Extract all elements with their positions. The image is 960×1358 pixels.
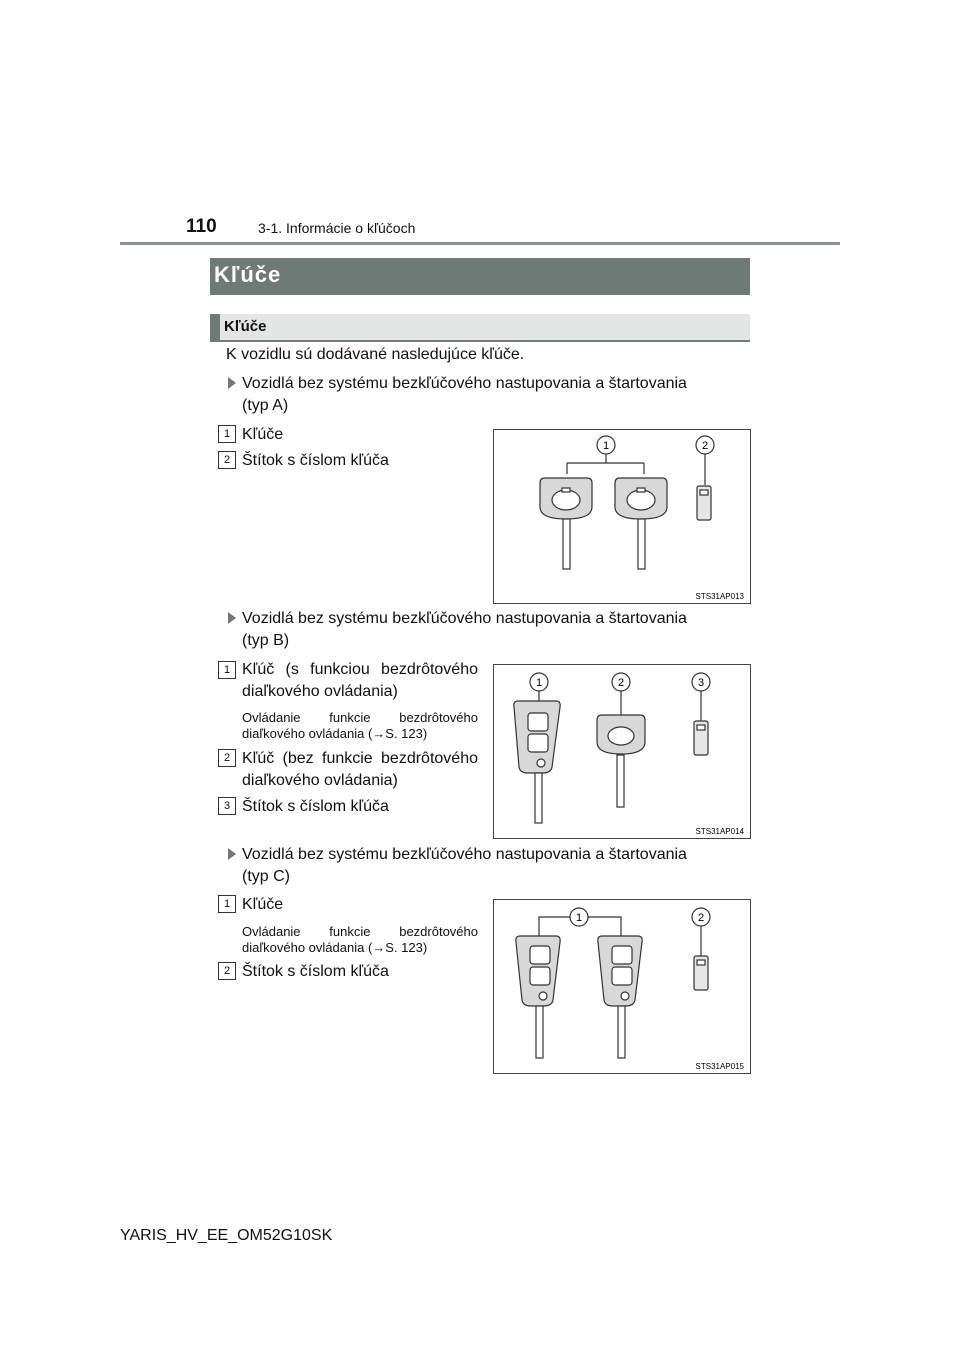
item-number: 3 <box>218 797 236 815</box>
bullet-type-a: Vozidlá bez systému bezkľúčového nastupovania a štartovania (typ A) <box>228 373 687 417</box>
callout-number: 2 <box>701 440 709 452</box>
item-number: 1 <box>218 895 236 913</box>
item-number: 1 <box>218 661 236 679</box>
item-note: Ovládanie funkcie bezdrôtového diaľkového ovládania (→S. 123) <box>242 710 478 741</box>
callout-number: 1 <box>535 677 543 689</box>
subsection-title-bar <box>210 314 750 342</box>
breadcrumb: 3-1. Informácie o kľúčoch <box>258 220 416 236</box>
figure-keys-type-a <box>493 429 751 604</box>
subsection-title: Kľúče <box>224 318 267 335</box>
figure-keys-type-c <box>493 899 751 1074</box>
item-number: 1 <box>218 425 236 443</box>
item-label: Kľúč (s funkciou bezdrôtového diaľkového ovládania) <box>242 661 478 700</box>
triangle-bullet-icon <box>228 612 236 624</box>
item-label: Štítok s číslom kľúča <box>242 798 389 815</box>
figure-keys-type-b <box>493 664 751 839</box>
item-label: Kľúče <box>242 896 284 913</box>
callout-number: 3 <box>697 677 705 689</box>
page-number: 110 <box>186 216 217 237</box>
item-number: 2 <box>218 451 236 469</box>
triangle-bullet-icon <box>228 848 236 860</box>
triangle-bullet-icon <box>228 377 236 389</box>
bullet-type-b: Vozidlá bez systému bezkľúčového nastupovania a štartovania (typ B) <box>228 608 687 652</box>
section-title: Kľúče <box>214 262 282 287</box>
callout-number: 1 <box>575 912 583 924</box>
figure-code: STS31AP015 <box>695 1062 744 1071</box>
document-code: YARIS_HV_EE_OM52G10SK <box>120 1227 333 1244</box>
item-note: Ovládanie funkcie bezdrôtového diaľkového ovládania (→S. 123) <box>242 924 478 955</box>
section-title-bar <box>210 258 750 295</box>
item-label: Kľúče <box>242 426 284 443</box>
intro-text: K vozidlu sú dodávané nasledujúce kľúče. <box>226 346 525 363</box>
bullet-type-c: Vozidlá bez systému bezkľúčového nastupovania a štartovania (typ C) <box>228 844 687 888</box>
item-label: Štítok s číslom kľúča <box>242 452 389 469</box>
figure-code: STS31AP013 <box>695 592 744 601</box>
item-number: 2 <box>218 962 236 980</box>
item-label: Štítok s číslom kľúča <box>242 963 389 980</box>
callout-number: 2 <box>697 912 705 924</box>
item-number: 2 <box>218 749 236 767</box>
header-rule <box>120 242 840 245</box>
callout-number: 2 <box>617 677 625 689</box>
callout-number: 1 <box>602 440 610 452</box>
item-label: Kľúč (bez funkcie bezdrôtového diaľkového ovládania) <box>242 750 478 789</box>
figure-code: STS31AP014 <box>695 827 744 836</box>
